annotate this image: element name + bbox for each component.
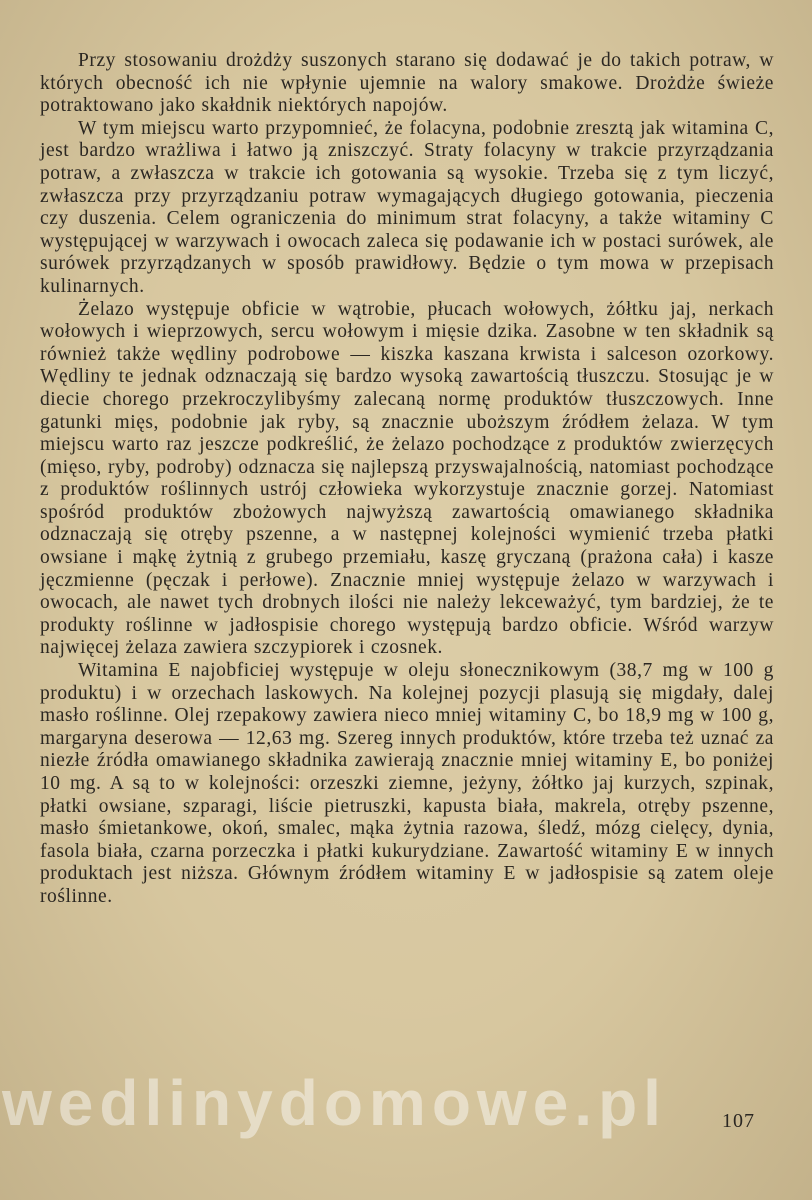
paragraph: Żelazo występuje obficie w wątrobie, płucach wołowych, żółtku jaj, nerkach wołowych i wieprzowych, sercu wołowym i mięsie dzika. Zasobne w ten składnik są również także wędliny podrobowe — kiszka kaszana krwista i salceson ozorkowy. Wędliny te jednak odznaczają się bardzo wysoką zawartością tłuszczu. Stosując je w diecie chorego przekroczylibyśmy zalecaną normę produktów tłuszczowych. Inne gatunki mięs, podobnie jak ryby, są znacznie uboższym źródłem żelaza. W tym miejscu warto raz jeszcze podkreślić, że żelazo pochodzące z produktów zwierzęcych (mięso, ryby, podroby) odznacza się najlepszą przyswajalnością, natomiast pochodzące z produktów roślinnych ustrój człowieka wykorzystuje znacznie gorzej. Natomiast spośród produktów zbożowych najwyższą zawartością omawianego składnika odznaczają się otręby pszenne, a w następnej kolejności wymienić trzeba płatki owsiane i mąkę żytnią z grubego przemiału, kaszę gryczaną (prażona cała) i kasze jęczmienne (pęczak i perłowe). Znacznie mniej występuje żelazo w warzywach i owocach, ale nawet tych drobnych ilości nie należy lekceważyć, tym bardziej, że te produkty roślinne w jadłospisie chorego występują bardzo obficie. Wśród warzyw najwięcej żelaza zawiera szczypiorek i czosnek. <box>40 298 774 659</box>
page-text <box>40 50 774 909</box>
paragraph: W tym miejscu warto przypomnieć, że folacyna, podobnie zresztą jak witamina C, jest bardzo wrażliwa i łatwo ją zniszczyć. Straty folacyny w trakcie przyrządzania potraw, a zwłaszcza w trakcie ich gotowania są wysokie. Trzeba się z tym liczyć, zwłaszcza przy przyrządzaniu potraw wymagających długiego gotowania, pieczenia czy duszenia. Celem ograniczenia do minimum strat folacyny, a także witaminy C występującej w warzywach i owocach zaleca się podawanie ich w postaci surówek, ale surówek przyrządzanych w sposób prawidłowy. Będzie o tym mowa w przepisach kulinarnych. <box>40 117 774 297</box>
watermark: wedlinydomowe.pl <box>2 1067 667 1139</box>
paragraph: Przy stosowaniu drożdży suszonych starano się dodawać je do takich potraw, w których obecność ich nie wpłynie ujemnie na walory smakowe. Drożdże świeże potraktowano jako skałdnik niektórych napojów. <box>40 50 774 117</box>
paragraph: Witamina E najobficiej występuje w oleju słonecznikowym (38,7 mg w 100 g produktu) i w orzechach laskowych. Na kolejnej pozycji plasują się migdały, dalej masło roślinne. Olej rzepakowy zawiera nieco mniej witaminy C, bo 18,9 mg w 100 g, margaryna deserowa — 12,63 mg. Szereg innych produktów, które trzeba też uznać za niezłe źródła omawianego składnika zawierają znacznie mniej witaminy E, bo poniżej 10 mg. A są to w kolejności: orzeszki ziemne, jeżyny, żółtko jaj kurzych, szpinak, płatki owsiane, szparagi, liście pietruszki, kapusta biała, makrela, otręby pszenne, masło śmietankowe, okoń, smalec, mąka żytnia razowa, śledź, mózg cielęcy, dynia, fasola biała, czarna porzeczka i płatki kukurydziane. Zawartość witaminy E w innych produktach jest niższa. Głównym źródłem witaminy E w jadłospisie są zatem oleje roślinne. <box>40 660 774 907</box>
page-number: 107 <box>722 1110 755 1132</box>
